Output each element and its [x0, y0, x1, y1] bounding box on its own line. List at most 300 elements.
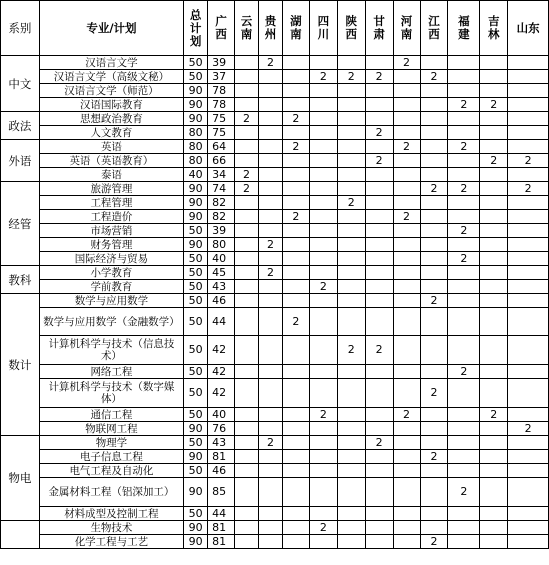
quota-cell: 2: [365, 154, 393, 168]
quota-cell: [337, 112, 365, 126]
quota-cell: [508, 365, 549, 379]
quota-cell: 2: [235, 182, 259, 196]
quota-cell: 2: [448, 140, 480, 154]
header-province: 甘肃: [365, 1, 393, 56]
header-province: 云南: [235, 1, 259, 56]
quota-cell: [393, 98, 420, 112]
quota-cell: [309, 422, 337, 436]
quota-cell: [480, 521, 508, 535]
quota-cell: [480, 238, 508, 252]
quota-cell: [393, 126, 420, 140]
table-row: [1, 507, 549, 521]
quota-cell: [337, 140, 365, 154]
quota-cell: 2: [480, 154, 508, 168]
quota-cell: [259, 154, 283, 168]
quota-cell: 39: [208, 56, 235, 70]
quota-cell: [448, 196, 480, 210]
quota-cell: [282, 182, 309, 196]
quota-cell: [448, 422, 480, 436]
quota-cell: [309, 224, 337, 238]
quota-cell: 42: [208, 365, 235, 379]
table-row: [1, 535, 549, 549]
quota-cell: [365, 450, 393, 464]
quota-cell: [420, 365, 448, 379]
quota-cell: [337, 266, 365, 280]
quota-cell: [282, 336, 309, 365]
quota-cell: [420, 464, 448, 478]
table-row: [1, 336, 549, 365]
quota-cell: [508, 238, 549, 252]
quota-cell: [309, 196, 337, 210]
quota-cell: [480, 365, 508, 379]
quota-cell: [508, 168, 549, 182]
quota-cell: [420, 238, 448, 252]
major-cell: 通信工程: [39, 408, 184, 422]
quota-cell: [365, 464, 393, 478]
header-province: 山东: [508, 1, 549, 56]
quota-cell: [508, 210, 549, 224]
quota-cell: [365, 365, 393, 379]
quota-cell: 39: [208, 224, 235, 238]
quota-cell: [337, 379, 365, 408]
total-cell: 80: [184, 140, 208, 154]
total-cell: 90: [184, 535, 208, 549]
quota-cell: [235, 252, 259, 266]
quota-cell: 43: [208, 436, 235, 450]
quota-cell: 40: [208, 252, 235, 266]
quota-cell: 2: [448, 478, 480, 507]
total-cell: 50: [184, 336, 208, 365]
table-row: [1, 308, 549, 336]
quota-cell: [235, 70, 259, 84]
quota-cell: [337, 238, 365, 252]
quota-cell: [448, 408, 480, 422]
quota-cell: [480, 56, 508, 70]
quota-cell: 2: [420, 182, 448, 196]
quota-cell: [337, 478, 365, 507]
quota-cell: 2: [282, 210, 309, 224]
quota-cell: 44: [208, 507, 235, 521]
quota-cell: 2: [365, 336, 393, 365]
quota-cell: [365, 478, 393, 507]
quota-cell: 76: [208, 422, 235, 436]
major-cell: 物理学: [39, 436, 184, 450]
header-province: 福建: [448, 1, 480, 56]
quota-cell: [365, 56, 393, 70]
quota-cell: [337, 308, 365, 336]
table-row: [1, 280, 549, 294]
quota-cell: [282, 252, 309, 266]
quota-cell: [480, 182, 508, 196]
major-cell: 汉语言文学: [39, 56, 184, 70]
quota-cell: 42: [208, 336, 235, 365]
quota-cell: [448, 70, 480, 84]
quota-cell: [309, 56, 337, 70]
quota-cell: [259, 408, 283, 422]
quota-cell: [508, 84, 549, 98]
quota-cell: 2: [365, 126, 393, 140]
quota-cell: 81: [208, 521, 235, 535]
quota-cell: [337, 436, 365, 450]
quota-cell: [480, 196, 508, 210]
quota-cell: [365, 210, 393, 224]
quota-cell: 2: [508, 154, 549, 168]
quota-cell: [393, 70, 420, 84]
quota-cell: [259, 182, 283, 196]
quota-cell: [337, 365, 365, 379]
quota-cell: [393, 84, 420, 98]
quota-cell: [480, 266, 508, 280]
total-cell: 50: [184, 294, 208, 308]
quota-cell: [365, 140, 393, 154]
major-cell: 汉语言文学（高级文秘）: [39, 70, 184, 84]
quota-cell: [508, 56, 549, 70]
table-row: [1, 379, 549, 408]
quota-cell: [259, 280, 283, 294]
quota-cell: [420, 112, 448, 126]
quota-cell: [508, 535, 549, 549]
quota-cell: [309, 84, 337, 98]
quota-cell: [480, 210, 508, 224]
quota-cell: [282, 478, 309, 507]
quota-cell: 2: [309, 408, 337, 422]
quota-cell: [259, 140, 283, 154]
quota-cell: [235, 98, 259, 112]
major-cell: 数学与应用数学（金融数学）: [39, 308, 184, 336]
major-cell: 计算机科学与技术（信息技术）: [39, 336, 184, 365]
quota-cell: [337, 168, 365, 182]
quota-cell: [259, 507, 283, 521]
quota-cell: [448, 464, 480, 478]
quota-cell: [365, 196, 393, 210]
quota-cell: [282, 450, 309, 464]
quota-cell: 34: [208, 168, 235, 182]
quota-cell: 74: [208, 182, 235, 196]
total-cell: 50: [184, 224, 208, 238]
quota-cell: 78: [208, 84, 235, 98]
table-row: [1, 84, 549, 98]
major-cell: 旅游管理: [39, 182, 184, 196]
table-row: [1, 168, 549, 182]
quota-cell: [393, 365, 420, 379]
quota-cell: [259, 210, 283, 224]
table-row: [1, 408, 549, 422]
quota-cell: [448, 294, 480, 308]
header-dept: 系别: [1, 1, 40, 56]
quota-cell: [309, 126, 337, 140]
quota-cell: 45: [208, 266, 235, 280]
quota-cell: [235, 464, 259, 478]
quota-cell: [337, 280, 365, 294]
quota-cell: [393, 294, 420, 308]
quota-cell: [420, 266, 448, 280]
quota-cell: [337, 98, 365, 112]
quota-cell: 2: [448, 252, 480, 266]
quota-cell: [480, 336, 508, 365]
quota-cell: [337, 154, 365, 168]
quota-cell: [508, 126, 549, 140]
quota-cell: [448, 238, 480, 252]
major-cell: 电子信息工程: [39, 450, 184, 464]
quota-cell: 82: [208, 210, 235, 224]
quota-cell: [309, 336, 337, 365]
quota-cell: [259, 535, 283, 549]
quota-cell: 2: [259, 266, 283, 280]
quota-cell: 2: [235, 168, 259, 182]
quota-cell: [420, 336, 448, 365]
quota-cell: [508, 521, 549, 535]
major-cell: 电气工程及自动化: [39, 464, 184, 478]
quota-cell: [420, 422, 448, 436]
quota-cell: 2: [448, 98, 480, 112]
table-row: [1, 294, 549, 308]
quota-cell: 85: [208, 478, 235, 507]
quota-cell: [508, 112, 549, 126]
quota-cell: [235, 308, 259, 336]
quota-cell: [420, 408, 448, 422]
quota-cell: [448, 308, 480, 336]
quota-cell: 81: [208, 535, 235, 549]
quota-cell: 2: [282, 112, 309, 126]
total-cell: 90: [184, 182, 208, 196]
table-row: [1, 98, 549, 112]
quota-cell: [480, 224, 508, 238]
quota-cell: 2: [282, 140, 309, 154]
quota-cell: 2: [393, 140, 420, 154]
quota-cell: 78: [208, 98, 235, 112]
quota-cell: [508, 140, 549, 154]
quota-cell: [393, 379, 420, 408]
major-cell: 财务管理: [39, 238, 184, 252]
quota-cell: [282, 224, 309, 238]
quota-cell: [480, 478, 508, 507]
quota-cell: [259, 294, 283, 308]
quota-cell: 37: [208, 70, 235, 84]
quota-cell: [448, 436, 480, 450]
quota-cell: [309, 464, 337, 478]
quota-cell: [282, 408, 309, 422]
quota-cell: [259, 365, 283, 379]
quota-cell: [365, 280, 393, 294]
quota-cell: [337, 408, 365, 422]
quota-cell: [448, 84, 480, 98]
quota-cell: [365, 294, 393, 308]
quota-cell: [420, 252, 448, 266]
total-cell: 50: [184, 70, 208, 84]
quota-cell: [309, 238, 337, 252]
quota-cell: [393, 336, 420, 365]
quota-cell: 2: [508, 422, 549, 436]
quota-cell: [420, 280, 448, 294]
table-body: [1, 56, 549, 549]
quota-cell: [309, 436, 337, 450]
quota-cell: [393, 280, 420, 294]
quota-cell: 2: [235, 112, 259, 126]
quota-cell: [508, 308, 549, 336]
quota-cell: [393, 436, 420, 450]
dept-cell: 教科: [1, 266, 40, 294]
quota-cell: [309, 168, 337, 182]
table-row: [1, 210, 549, 224]
quota-cell: [337, 210, 365, 224]
quota-cell: [480, 84, 508, 98]
total-cell: 80: [184, 126, 208, 140]
quota-cell: 2: [420, 70, 448, 84]
quota-cell: [365, 507, 393, 521]
table-row: [1, 238, 549, 252]
quota-cell: [393, 196, 420, 210]
total-cell: 90: [184, 210, 208, 224]
quota-cell: [235, 56, 259, 70]
quota-cell: [337, 535, 365, 549]
table-row: [1, 521, 549, 535]
quota-cell: [309, 98, 337, 112]
quota-cell: [508, 379, 549, 408]
quota-cell: [282, 464, 309, 478]
major-cell: 国际经济与贸易: [39, 252, 184, 266]
quota-cell: [235, 140, 259, 154]
table-row: [1, 154, 549, 168]
quota-cell: 2: [393, 56, 420, 70]
quota-cell: [337, 224, 365, 238]
quota-cell: [282, 280, 309, 294]
total-cell: 50: [184, 56, 208, 70]
quota-cell: [309, 154, 337, 168]
header-province: 吉林: [480, 1, 508, 56]
header-province: 陕西: [337, 1, 365, 56]
quota-cell: [420, 98, 448, 112]
quota-cell: [393, 308, 420, 336]
quota-cell: [337, 521, 365, 535]
total-cell: 50: [184, 266, 208, 280]
quota-cell: [235, 379, 259, 408]
dept-cell: 政法: [1, 112, 40, 140]
quota-cell: [448, 168, 480, 182]
dept-cell: 中文: [1, 56, 40, 112]
total-cell: 50: [184, 436, 208, 450]
quota-cell: [508, 98, 549, 112]
quota-cell: [259, 478, 283, 507]
quota-cell: [480, 450, 508, 464]
quota-cell: [309, 210, 337, 224]
table-row: [1, 56, 549, 70]
quota-cell: 80: [208, 238, 235, 252]
total-cell: 50: [184, 280, 208, 294]
quota-cell: [448, 210, 480, 224]
quota-cell: [282, 507, 309, 521]
header-major: 专业/计划: [39, 1, 184, 56]
quota-cell: [420, 521, 448, 535]
total-cell: 50: [184, 507, 208, 521]
table-row: [1, 422, 549, 436]
total-cell: 90: [184, 478, 208, 507]
quota-cell: [259, 252, 283, 266]
header-province: 贵州: [259, 1, 283, 56]
quota-cell: [420, 126, 448, 140]
quota-cell: 2: [420, 294, 448, 308]
quota-cell: [420, 140, 448, 154]
quota-cell: [309, 294, 337, 308]
quota-cell: [309, 535, 337, 549]
quota-cell: [420, 436, 448, 450]
quota-cell: [480, 168, 508, 182]
quota-cell: [508, 196, 549, 210]
quota-cell: [480, 126, 508, 140]
table-row: [1, 365, 549, 379]
quota-cell: [393, 535, 420, 549]
major-cell: 金属材料工程（铝深加工）: [39, 478, 184, 507]
quota-cell: 2: [259, 238, 283, 252]
quota-cell: [365, 521, 393, 535]
quota-cell: 2: [508, 182, 549, 196]
quota-cell: [235, 294, 259, 308]
quota-cell: 46: [208, 464, 235, 478]
quota-cell: [282, 521, 309, 535]
dept-cell: 物电: [1, 436, 40, 521]
quota-cell: 40: [208, 408, 235, 422]
quota-cell: 75: [208, 112, 235, 126]
major-cell: 人文教育: [39, 126, 184, 140]
table-row: [1, 140, 549, 154]
quota-cell: 75: [208, 126, 235, 140]
quota-cell: [365, 98, 393, 112]
dept-cell: 数计: [1, 294, 40, 436]
total-cell: 50: [184, 379, 208, 408]
quota-cell: 2: [393, 210, 420, 224]
quota-cell: [365, 379, 393, 408]
quota-cell: [393, 464, 420, 478]
quota-cell: [480, 422, 508, 436]
quota-cell: 2: [309, 70, 337, 84]
quota-cell: [448, 507, 480, 521]
major-cell: 学前教育: [39, 280, 184, 294]
table-row: [1, 436, 549, 450]
quota-cell: [259, 224, 283, 238]
quota-cell: [365, 182, 393, 196]
quota-cell: [259, 308, 283, 336]
quota-cell: [393, 238, 420, 252]
quota-cell: 2: [365, 436, 393, 450]
quota-cell: 81: [208, 450, 235, 464]
header-province: 广西: [208, 1, 235, 56]
major-cell: 市场营销: [39, 224, 184, 238]
quota-cell: [393, 168, 420, 182]
quota-cell: [235, 266, 259, 280]
table-row: [1, 266, 549, 280]
quota-cell: [309, 112, 337, 126]
quota-cell: [282, 422, 309, 436]
total-cell: 50: [184, 365, 208, 379]
quota-cell: 2: [337, 196, 365, 210]
quota-cell: [282, 56, 309, 70]
quota-cell: [309, 266, 337, 280]
quota-cell: [282, 238, 309, 252]
quota-cell: [337, 56, 365, 70]
quota-cell: 2: [480, 98, 508, 112]
quota-cell: [309, 308, 337, 336]
total-cell: 90: [184, 196, 208, 210]
quota-cell: [508, 436, 549, 450]
quota-cell: 2: [420, 535, 448, 549]
table-row: [1, 464, 549, 478]
quota-cell: [448, 56, 480, 70]
table-row: [1, 478, 549, 507]
quota-cell: [235, 196, 259, 210]
quota-cell: [309, 365, 337, 379]
quota-cell: [235, 280, 259, 294]
major-cell: 材料成型及控制工程: [39, 507, 184, 521]
quota-cell: [235, 84, 259, 98]
